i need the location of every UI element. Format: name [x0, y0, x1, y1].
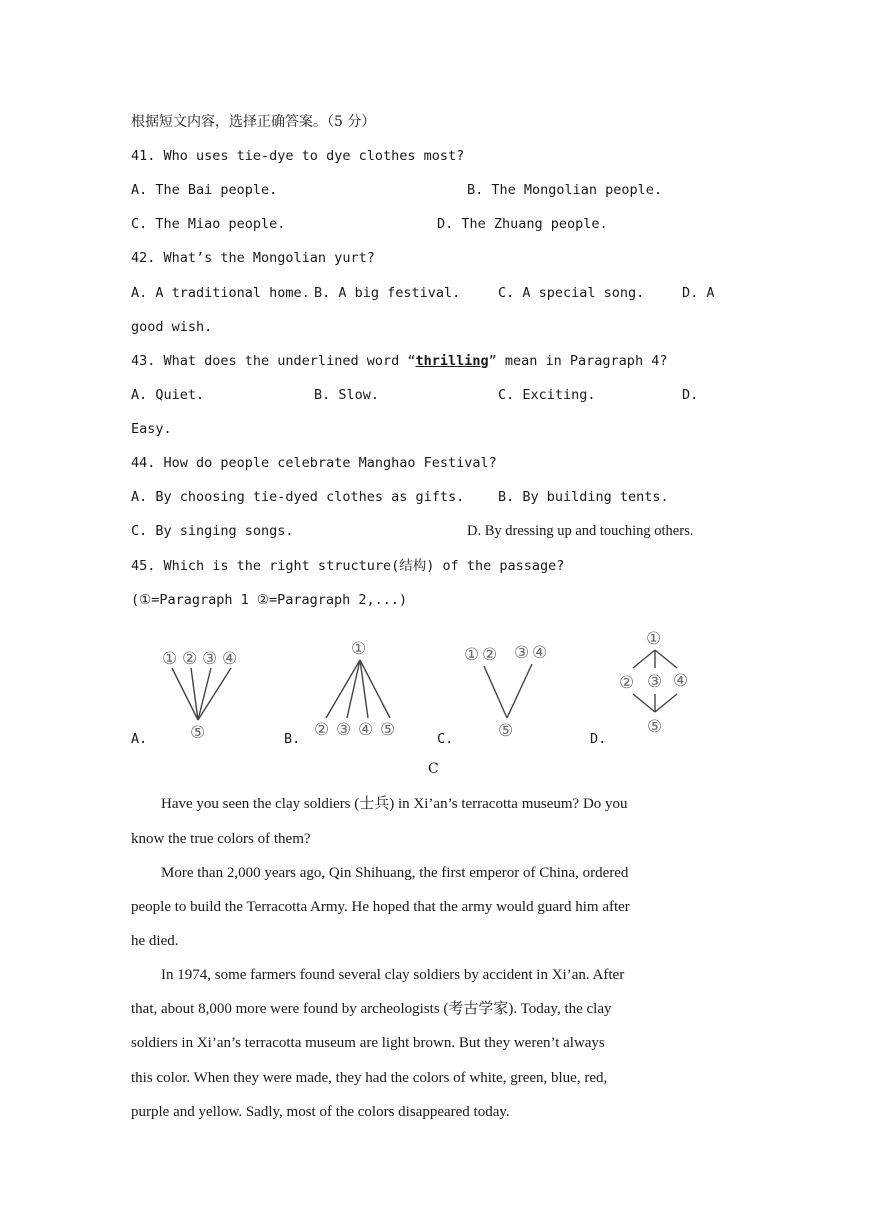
diagram-d-p1: ① [646, 629, 662, 649]
q44-option-c: C. By singing songs. [131, 523, 294, 539]
q44-option-b: B. By building tents. [498, 489, 669, 505]
diagram-c-p2: ② [482, 645, 498, 665]
q41-option-c: C. The Miao people. [131, 216, 286, 232]
question-43-end: ” mean in Paragraph 4? [488, 353, 668, 369]
diagram-d-p5: ⑤ [647, 717, 663, 737]
diagram-a-p5: ⑤ [190, 723, 206, 743]
structure-diagram-d [615, 624, 705, 744]
passage-p2-line2: people to build the Terracotta Army. He hoped that the army would guard him after [131, 899, 630, 915]
question-43-start: 43. What does the underlined word “ [131, 353, 416, 369]
diagram-b-p3: ③ [336, 720, 352, 740]
q45-option-c: C. [437, 731, 454, 747]
question-42: 42. What’s the Mongolian yurt? [131, 250, 375, 266]
q45-option-b: B. [284, 731, 301, 747]
question-45-note: (①=Paragraph 1 ②=Paragraph 2,...) [131, 592, 408, 608]
instruction: 根据短文内容，选择正确答案。（5 分） [131, 114, 376, 130]
structure-diagram-b [310, 632, 410, 744]
q42-option-b: B. A big festival. [314, 285, 461, 301]
q43-option-b: B. Slow. [314, 387, 380, 403]
diagram-a-p2: ② [182, 649, 198, 669]
q44-option-a: A. By choosing tie-dyed clothes as gifts. [131, 489, 465, 505]
q43-option-a: A. Quiet. [131, 387, 205, 403]
diagram-a-p1: ① [162, 649, 178, 669]
diagram-a-p3: ③ [202, 649, 218, 669]
passage-p3-line5: purple and yellow. Sadly, most of the colors disappeared today. [131, 1104, 510, 1120]
passage-p1-line1: Have you seen the clay soldiers (士兵) in Xi’an’s terracotta museum? Do you [161, 796, 628, 812]
q43-option-d-continued: Easy. [131, 421, 172, 437]
diagram-c-p1: ① [464, 645, 480, 665]
question-45: 45. Which is the right structure(结构) of the passage? [131, 558, 565, 574]
q45-option-d: D. [590, 731, 607, 747]
q45-option-a: A. [131, 731, 148, 747]
q41-option-b: B. The Mongolian people. [467, 182, 663, 198]
q44-option-d: D. By dressing up and touching others. [467, 523, 694, 539]
diagram-b-p2: ② [314, 720, 330, 740]
q42-option-a: A. A traditional home. [131, 285, 310, 301]
diagram-c-p4: ④ [532, 643, 548, 663]
passage-p1-line2: know the true colors of them? [131, 831, 311, 847]
passage-p3-line4: this color. When they were made, they had the colors of white, green, blue, red, [131, 1070, 608, 1086]
q42-option-d-continued: good wish. [131, 319, 213, 335]
passage-p2-line3: he died. [131, 933, 179, 949]
diagram-d-p2: ② [619, 673, 635, 693]
passage-p2-line1: More than 2,000 years ago, Qin Shihuang, the first emperor of China, ordered [161, 865, 629, 881]
structure-diagram-c [462, 636, 562, 744]
diagram-c-p5: ⑤ [498, 721, 514, 741]
diagram-b-p4: ④ [358, 720, 374, 740]
diagram-d-p3: ③ [647, 672, 663, 692]
structure-diagram-a [160, 640, 250, 750]
passage-p3-line3: soldiers in Xi’an’s terracotta museum are light brown. But they weren’t always [131, 1035, 605, 1051]
passage-p3-line2: that, about 8,000 more were found by archeologists (考古学家). Today, the clay [131, 1001, 612, 1017]
underlined-word: thrilling [415, 353, 489, 369]
question-44: 44. How do people celebrate Manghao Festival? [131, 455, 497, 471]
q42-option-c: C. A special song. [498, 285, 645, 301]
q42-option-d: D. A [682, 285, 715, 301]
diagram-d-p4: ④ [673, 671, 689, 691]
q43-option-d: D. [682, 387, 699, 403]
diagram-b-p1: ① [351, 639, 367, 659]
passage-p3-line1: In 1974, some farmers found several clay soldiers by accident in Xi’an. After [161, 967, 625, 983]
diagram-c-p3: ③ [514, 643, 530, 663]
section-letter: C [428, 761, 439, 777]
q41-option-d: D. The Zhuang people. [437, 216, 608, 232]
diagram-a-p4: ④ [222, 649, 238, 669]
diagram-b-p5: ⑤ [380, 720, 396, 740]
q41-option-a: A. The Bai people. [131, 182, 278, 198]
question-41: 41. Who uses tie-dye to dye clothes most? [131, 148, 465, 164]
q43-option-c: C. Exciting. [498, 387, 596, 403]
question-43 [131, 351, 667, 371]
